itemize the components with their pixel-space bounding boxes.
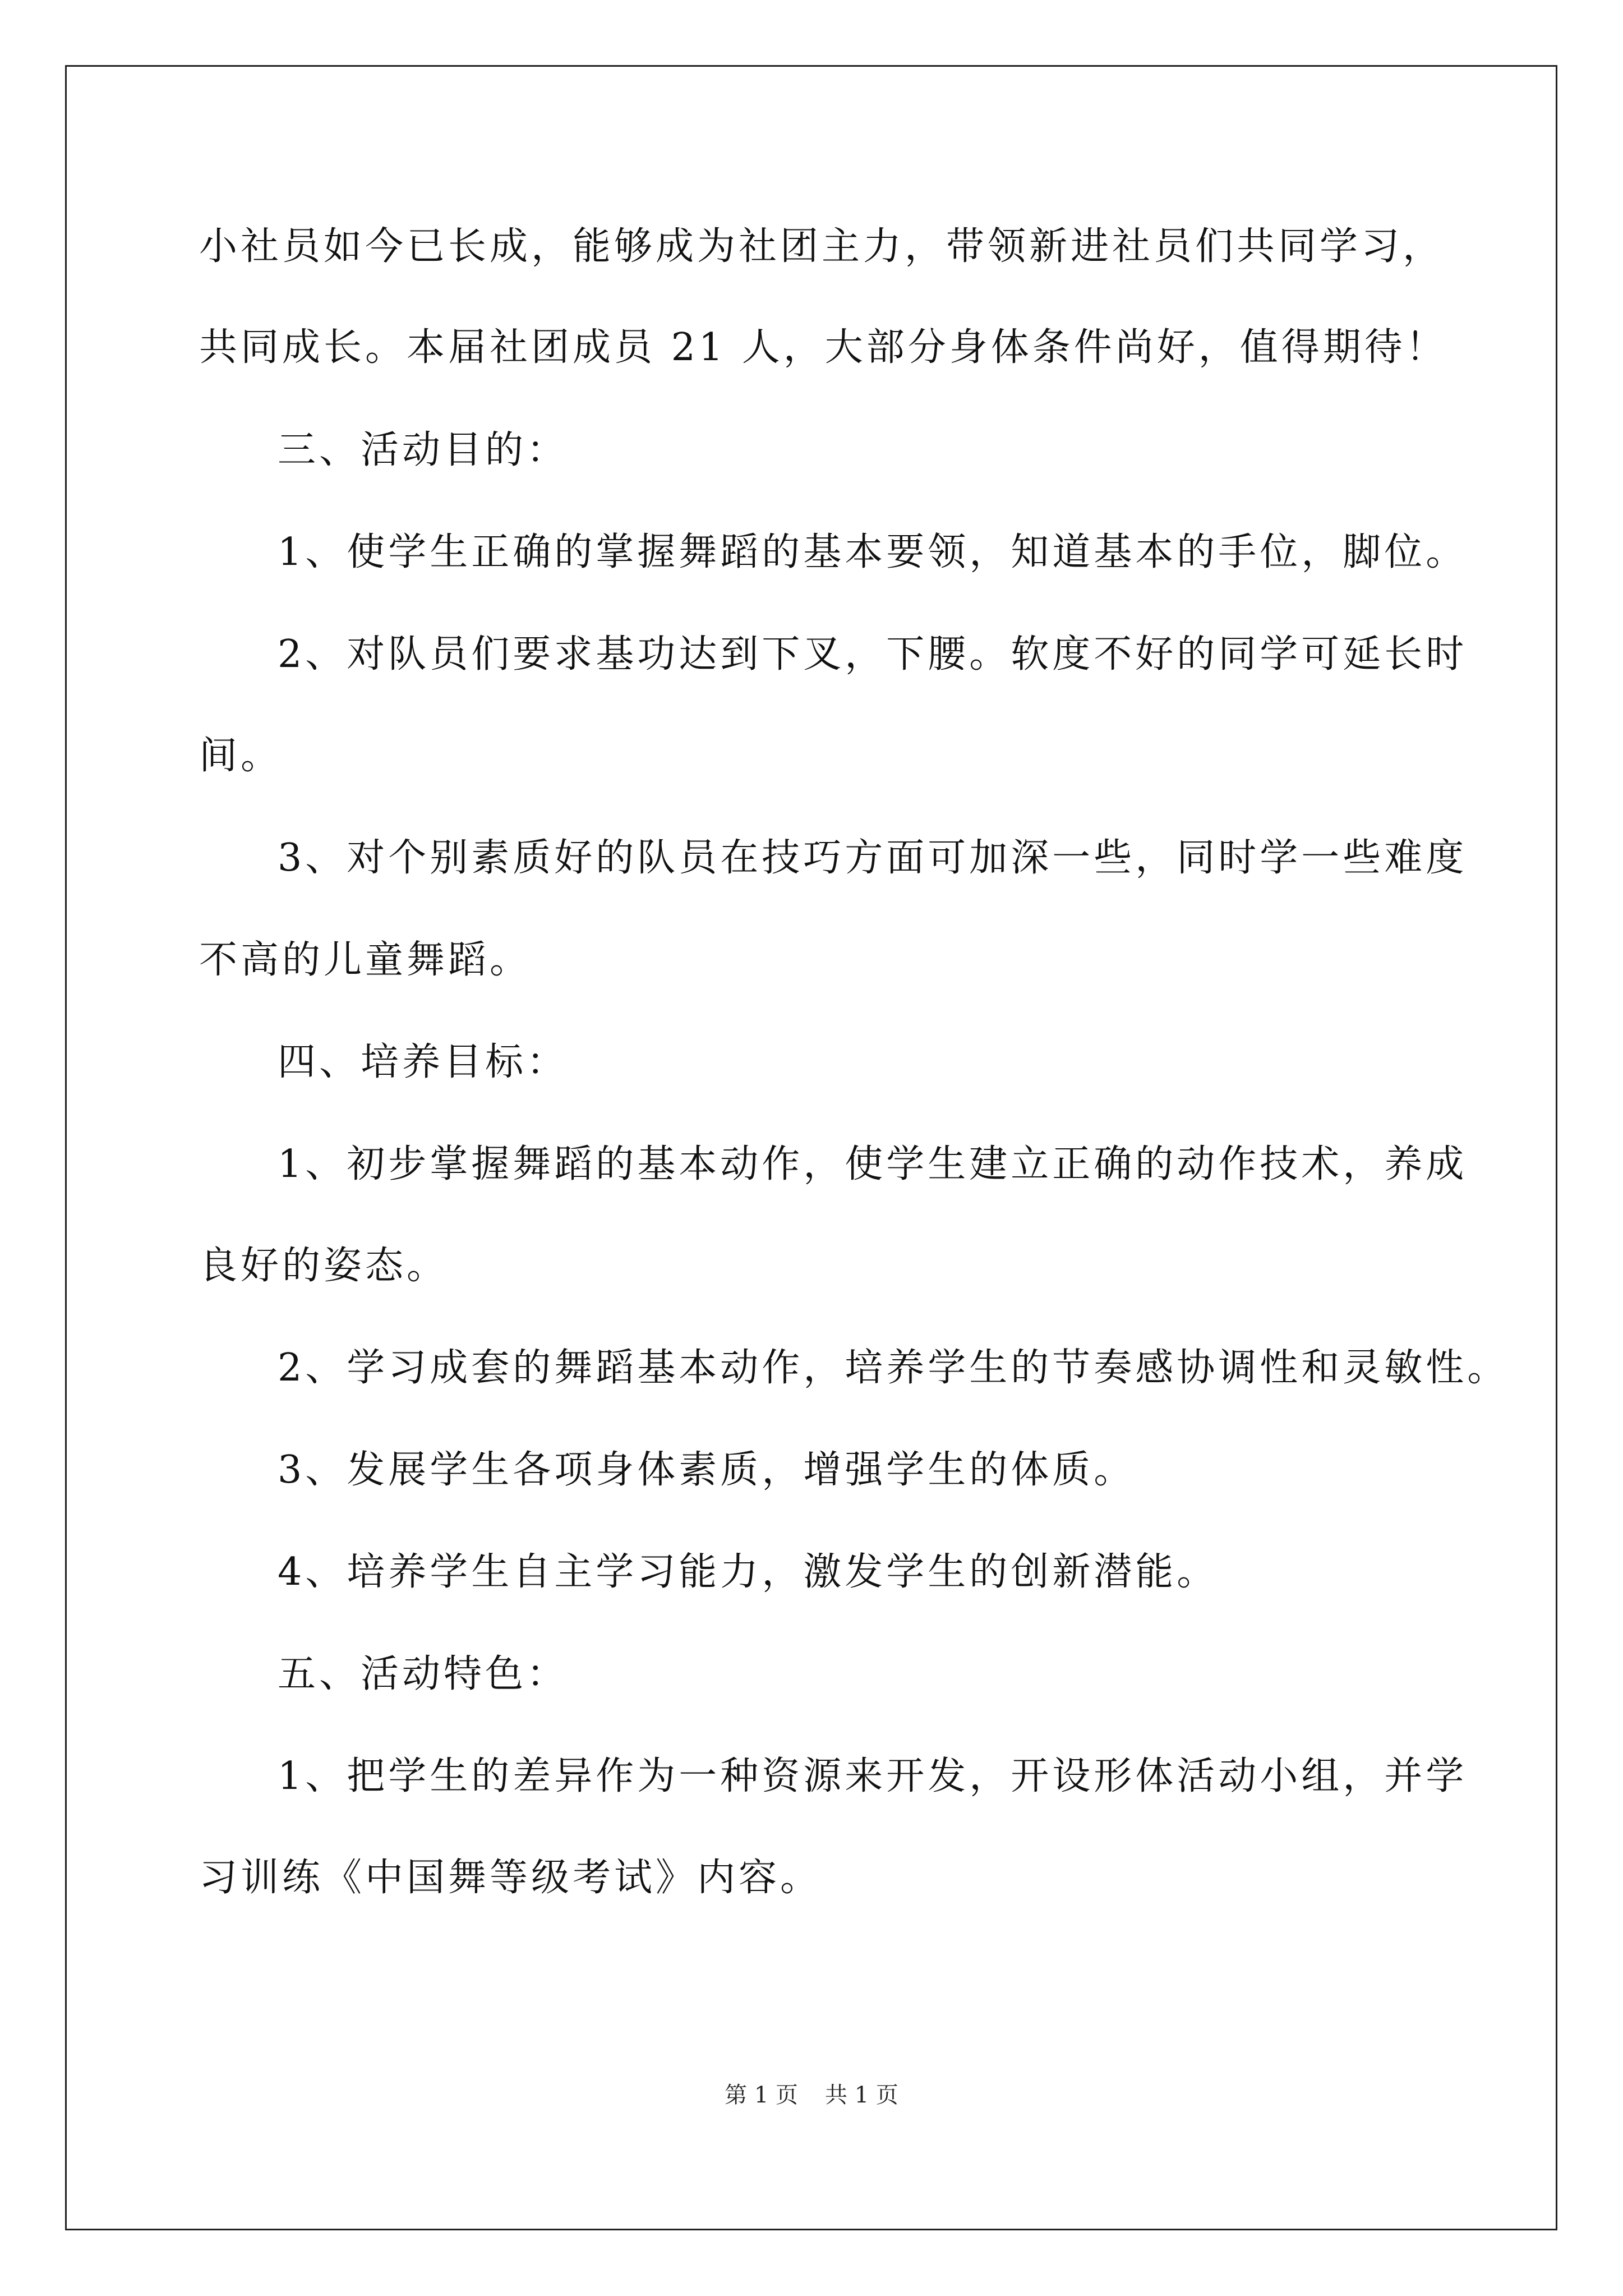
page-total: 共 1 页 <box>825 2082 898 2108</box>
text-line: 4、培养学生自主学习能力，激发学生的创新潜能。 <box>278 1550 1219 1594</box>
section-heading: 四、培养目标： <box>278 1040 569 1084</box>
text-line: 1、把学生的差异作为一种资源来开发，开设形体活动小组，并学 <box>278 1754 1468 1798</box>
text-line: 1、初步掌握舞蹈的基本动作，使学生建立正确的动作技术，养成 <box>278 1142 1468 1186</box>
section-heading: 三、活动目的： <box>278 428 569 472</box>
text-line: 不高的儿童舞蹈。 <box>199 938 532 982</box>
text-line: 3、发展学生各项身体素质，增强学生的体质。 <box>278 1448 1136 1492</box>
text-line: 共同成长。本届社团成员 21 人，大部分身体条件尚好，值得期待！ <box>199 325 1447 370</box>
text-line: 1、使学生正确的掌握舞蹈的基本要领，知道基本的手位，脚位。 <box>278 530 1468 574</box>
text-line: 2、对队员们要求基功达到下叉，下腰。软度不好的同学可延长时 <box>278 632 1468 677</box>
text-line: 小社员如今已长成，能够成为社团主力，带领新进社员们共同学习， <box>199 224 1445 269</box>
text-line: 良好的姿态。 <box>199 1244 449 1288</box>
text-line: 间。 <box>199 734 283 778</box>
text-line: 3、对个别素质好的队员在技巧方面可加深一些，同时学一些难度 <box>278 836 1468 880</box>
text-line: 习训练《中国舞等级考试》内容。 <box>199 1856 822 1900</box>
section-heading: 五、活动特色： <box>278 1652 569 1696</box>
page-number: 第 1 页 <box>725 2082 798 2108</box>
page-footer <box>0 2081 1623 2109</box>
text-line: 2、学习成套的舞蹈基本动作，培养学生的节奏感协调性和灵敏性。 <box>278 1346 1509 1390</box>
